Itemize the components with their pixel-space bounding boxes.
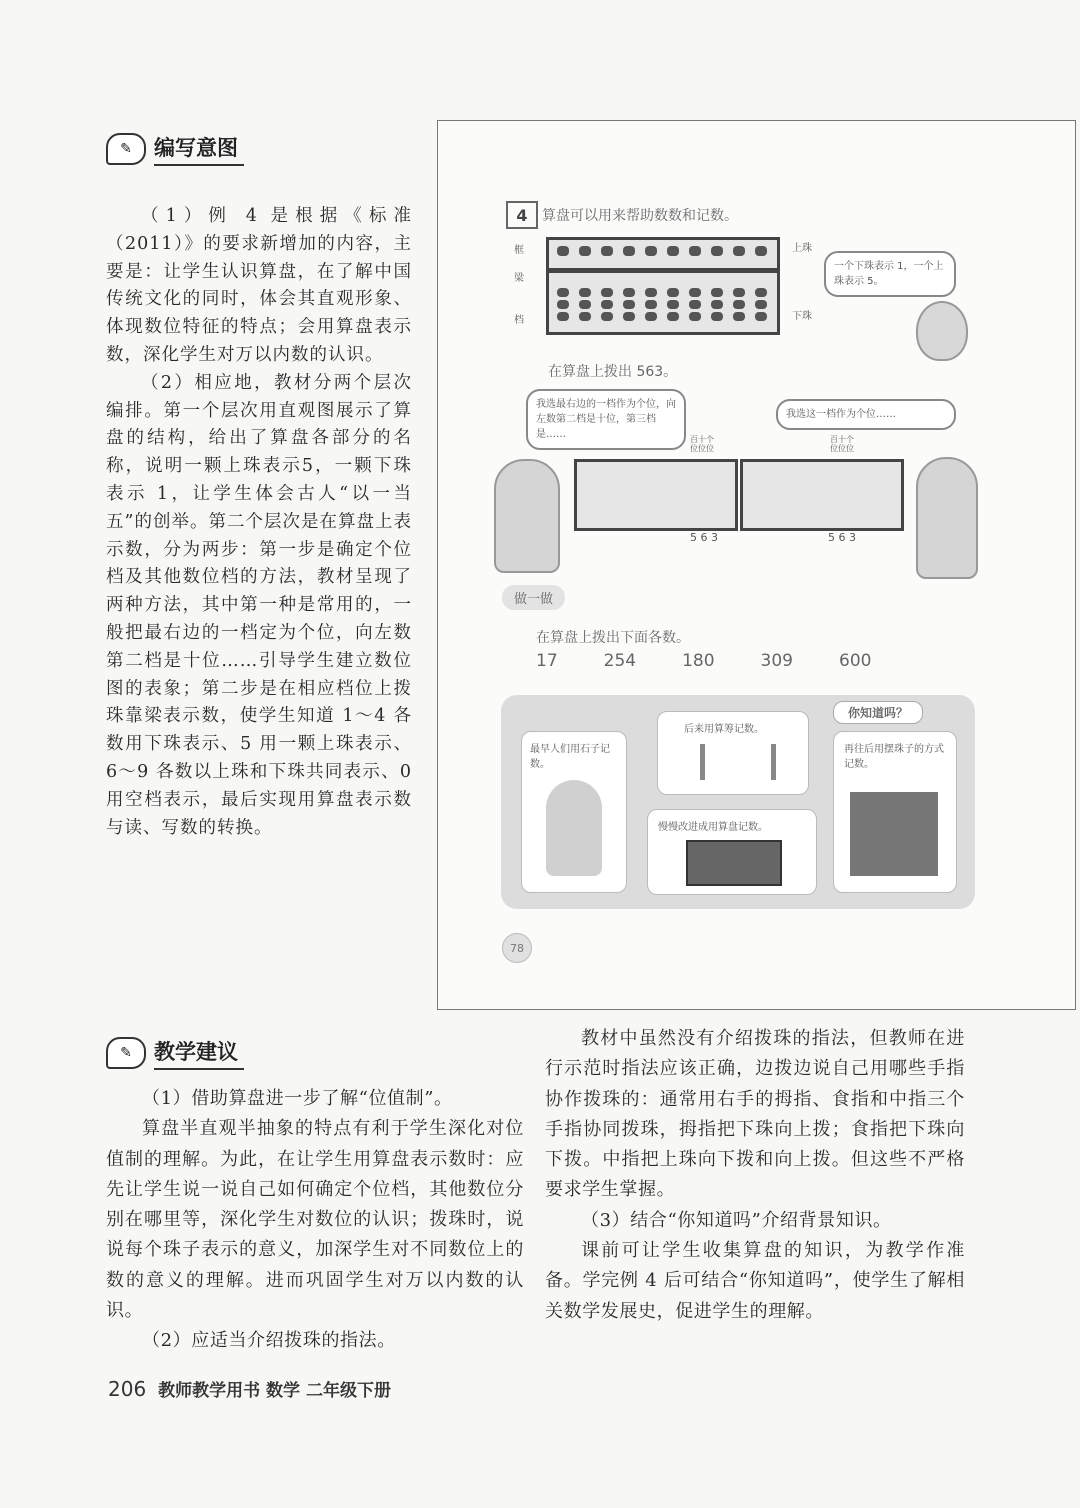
suggestion-paragraph: （3）结合“你知道吗”介绍背景知识。 <box>581 1209 892 1231</box>
practice-number: 600 <box>839 651 872 671</box>
boy-character <box>916 457 978 579</box>
speech-bubble-girl: 我选最右边的一档作为个位，向左数第二档是十位，第三档是…… <box>526 389 686 450</box>
bead-board-graphic <box>850 792 938 876</box>
suggestion-paragraph: （1）借助算盘进一步了解“位值制”。 <box>142 1088 453 1109</box>
section-title-text: 编写意图 <box>154 132 244 166</box>
label-lower-bead: 下珠 <box>792 311 812 322</box>
label-beam: 梁 <box>514 273 524 284</box>
page-footer <box>108 1376 391 1401</box>
abacus-diagram <box>546 237 780 335</box>
know-card-rods: 后来用算筹记数。 <box>657 711 809 795</box>
abacus-beads-graphic <box>549 240 777 332</box>
practice-label: 做一做 <box>502 585 565 610</box>
label-frame: 框 <box>514 245 524 256</box>
know-card-abacus: 慢慢改进成用算盘记数。 <box>647 809 817 895</box>
practice-numbers <box>536 651 871 671</box>
know-card-stones: 最早人们用石子记数。 <box>521 731 627 893</box>
small-abacus-graphic <box>686 840 782 886</box>
abacus-caption-right: 5 6 3 <box>828 531 856 544</box>
task-text: 在算盘上拨出 563。 <box>548 364 678 380</box>
label-rod: 档 <box>514 315 524 326</box>
pencil-note-icon: ✎ <box>106 1037 146 1069</box>
practice-text: 在算盘上拨出下面各数。 <box>536 630 690 646</box>
footer-page-number: 206 <box>108 1377 147 1401</box>
place-tag-left: 百十个 位位位 <box>690 435 714 453</box>
example-title: 算盘可以用来帮助数数和记数。 <box>542 208 738 224</box>
speech-bubble-bead-values: 一个下珠表示 1，一个上珠表示 5。 <box>824 251 956 297</box>
suggestion-paragraph: 教材中虽然没有介绍拨珠的指法，但教师在进行示范时指法应该正确，边拨边说自己用哪些手指协作拨珠的：通常用右手的拇指、食指和中指三个手指协同拨珠，拇指把下珠向上拨；食指把下珠向下拨。中指把上珠向下拨和向上拨。但这些不严格要求学生掌握。 <box>545 1028 965 1201</box>
did-you-know-box <box>501 695 975 909</box>
mascot-character <box>916 301 968 361</box>
teaching-suggestions-right-column <box>545 1024 965 1327</box>
section-title-text: 教学建议 <box>154 1036 244 1070</box>
footer-book-title: 教师教学用书 数学 二年级下册 <box>158 1381 391 1401</box>
intent-paragraph-1: （1）例 4 是根据《标准（2011）》的要求新增加的内容，主要是：让学生认识算盘，在了解中国传统文化的同时，体会其直观形象、体现数位特征的特点；会用算盘表示数，深化学生对万以内数的认识。 <box>106 206 412 365</box>
suggestion-paragraph: 算盘半直观半抽象的特点有利于学生深化对位值制的理解。为此，在让学生用算盘表示数时：应先让学生说一说自己如何确定个位档，其他数位分别在哪里等，深化学生对数位的认识；拨珠时，说说每个珠子表示的意义，加深学生对不同数位上的数的意义的理解。进而巩固学生对万以内数的认识。 <box>106 1118 524 1322</box>
pencil-note-icon: ✎ <box>106 133 146 165</box>
abacus-563-left <box>574 459 738 531</box>
teaching-suggestions-left-column <box>106 1084 524 1357</box>
suggestion-paragraph: （2）应适当介绍拨珠的指法。 <box>142 1330 396 1352</box>
speech-bubble-boy: 我选这一档作为个位…… <box>776 399 956 430</box>
practice-number: 309 <box>760 651 793 671</box>
practice-number: 180 <box>682 651 715 671</box>
section-title-teaching-suggestions <box>106 1036 244 1070</box>
stone-counting-figure <box>546 780 602 876</box>
section-title-writing-intent <box>106 132 244 166</box>
practice-number: 254 <box>603 651 637 671</box>
writing-intent-body <box>106 203 412 842</box>
place-tag-right: 百十个 位位位 <box>830 435 854 453</box>
abacus-563-right <box>740 459 904 531</box>
did-you-know-title: 你知道吗？ <box>833 701 923 724</box>
abacus-caption-left: 5 6 3 <box>690 531 718 544</box>
inset-page-number: 78 <box>502 933 532 963</box>
suggestion-paragraph: 课前可让学生收集算盘的知识，为教学作准备。学完例 4 后可结合“你知道吗”，使学生了解相关数学发展史，促进学生的理解。 <box>545 1240 965 1322</box>
girl-character <box>494 459 560 573</box>
example-number: 4 <box>506 201 538 229</box>
know-card-beads: 再往后用摆珠子的方式记数。 <box>833 731 957 893</box>
counting-rods-graphic <box>700 744 776 780</box>
intent-paragraph-2: （2）相应地，教材分两个层次编排。第一个层次用直观图展示了算盘的结构，给出了算盘各部分的名称，说明一颗上珠表示5，一颗下珠表示 1，让学生体会古人“以一当五”的创举。第二个层次是在算盘上表示数，分为两步：第一步是确定个位档及其他数位档的方法，教材呈现了两种方法，其中第一种是常用的，一般把最右边的一档定为个位，向左数第二档是十位……引导学生建立数位图的表象；第二步是在相应档位上拨珠靠梁表示数，使学生知道 1～4 各数用下珠表示、5 用一颗上珠表示、6～9 各数以上珠和下珠共同表示、0 用空档表示，最后实现用算盘表示数与读、写数的转换。 <box>106 372 412 838</box>
practice-number: 17 <box>536 651 558 671</box>
textbook-page-inset <box>437 120 1076 1010</box>
label-upper-bead: 上珠 <box>792 243 812 254</box>
